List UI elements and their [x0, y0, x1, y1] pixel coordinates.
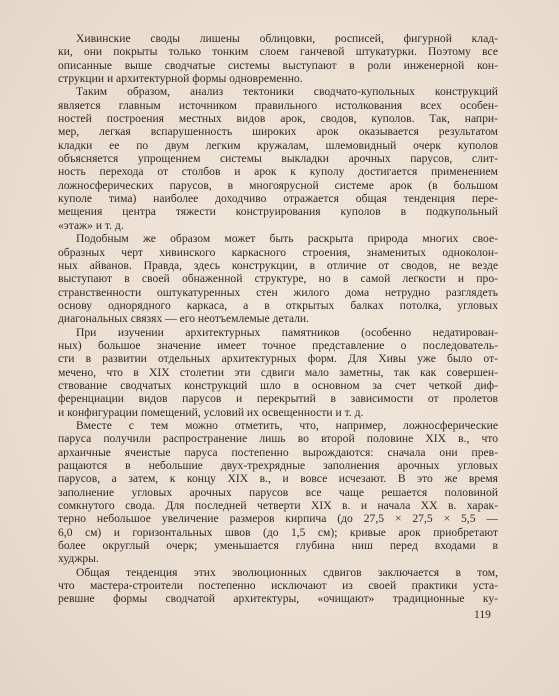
text-line: основу однорядного каркаса, а в открытых балках потолка, угловых: [58, 298, 498, 312]
text-line: ных) большое значение имеет точное представление о последователь-: [58, 338, 498, 352]
text-line: «этаж» и т. д.: [58, 218, 124, 232]
text-line: ращаются в небольшие двух-трехрядные заполнения арочных угловых: [58, 459, 498, 472]
text-line: терно небольшое увеличение размеров кирпича (до 27,5 × 27,5 × 5,5 —: [58, 512, 498, 526]
text-line: описанные выше сводчатые системы выступают в роли инженерной кон-: [58, 58, 498, 72]
text-line: худжры.: [58, 552, 99, 566]
text-line: мещения центра тяжести конструирования куполов в подкупольный: [58, 205, 498, 219]
text-line: парусов, а затем, к концу XIX в., и вовсе исчезают. В это же время: [58, 472, 498, 486]
text-line: более округлый очерк; уменьшается глубина ниш перед входами в: [58, 539, 498, 553]
text-line: паруса получили распространение лишь во второй половине XIX в., что: [58, 432, 498, 446]
text-line: ность перехода от столбов и арок к куполу достигается применением: [58, 165, 498, 179]
text-line: При изучении архитектурных памятников (особенно недатирован-: [76, 325, 498, 339]
page-number: 119: [474, 609, 491, 621]
text-line: мер, легкая вспарушенность широких арок оказывается результатом: [58, 125, 498, 139]
text-line: выступают в своей обнаженной структуре, но в самой легкости и про-: [58, 272, 498, 286]
text-line: ностей построения местных видов арок, сводов, куполов. Так, напри-: [58, 112, 498, 126]
paragraph: [58, 85, 498, 232]
text-line: Подобным же образом может быть раскрыта природа многих свое-: [76, 232, 498, 246]
text-line: и конфигурации помещений, условий их освещенности и т. д.: [58, 405, 364, 419]
text-line: сомкнутого свода. Для последней четверти XIX в. и начала XX в. харак-: [58, 499, 498, 513]
paragraph: [58, 326, 498, 419]
text-line: ных айванов. Правда, здесь конструкции, в отличие от сводов, не везде: [58, 258, 498, 272]
text-line: кладки ее по двум легким кружалам, шлемовидный очерк куполов: [58, 138, 498, 152]
paragraph: [58, 232, 498, 325]
paragraph: [58, 566, 498, 606]
text-line: заполнение угловых арочных парусов все чаще решается половиной: [58, 485, 498, 499]
text-line: ревшие формы сводчатой архитектуры, «очищают» традиционные ку-: [58, 592, 498, 606]
text-line: мечено, что в XIX столетии эти сдвиги мало заметны, так как совершен-: [58, 365, 498, 379]
text-line: 6,0 см) и горизонтальных швов (до 1,5 см); кривые арок приобретают: [58, 525, 498, 539]
paragraph: [58, 419, 498, 566]
text-line: Таким образом, анализ тектоники сводчато-купольных конструкций: [76, 85, 498, 99]
text-line: образных черт хивинского каркасного строения, знаменитых одноколон-: [58, 245, 498, 259]
text-line: объясняется упрощением системы выкладки арочных парусов, слит-: [58, 152, 498, 166]
text-line: ствование сводчатых конструкций шло в основном за счет четкой диф-: [58, 378, 498, 392]
text-line: сти в развитии отдельных архитектурных форм. Для Хивы уже было от-: [58, 352, 498, 366]
text-line: куполе тима) наиболее доходчиво отражается общая тенденция пере-: [58, 192, 498, 206]
text-line: ки, они покрыты только тонким слоем ганчевой штукатурки. Поэтому все: [58, 45, 498, 59]
text-line: является главным источником правильного истолкования всех особен-: [58, 98, 498, 112]
text-line: архаичные ячеистые паруса постепенно вырождаются: сначала они прев-: [58, 445, 498, 459]
body-text: [58, 32, 498, 606]
text-line: Общая тенденция этих эволюционных сдвигов заключается в том,: [76, 565, 498, 579]
text-line: странственности оштукатуренных стен жилого дома нетрудно разглядеть: [58, 285, 498, 299]
text-line: что мастера-строители постепенно исключают из своей практики уста-: [58, 579, 498, 593]
text-line: диагональных связях — его неотъемлемые детали.: [58, 312, 309, 326]
text-line: Вместе с тем можно отметить, что, например, ложносферические: [76, 418, 498, 432]
text-line: Хивинские своды лишены облицовки, росписей, фигурной клад-: [76, 32, 498, 45]
text-line: струкции и архитектурной формы одновременно.: [58, 72, 303, 86]
text-line: ложносферических парусов, в многоярусной системе арок (в большом: [58, 178, 498, 192]
text-line: ференциации видов парусов и перекрытий в зависимости от пролетов: [58, 392, 498, 406]
paragraph: [58, 32, 498, 85]
